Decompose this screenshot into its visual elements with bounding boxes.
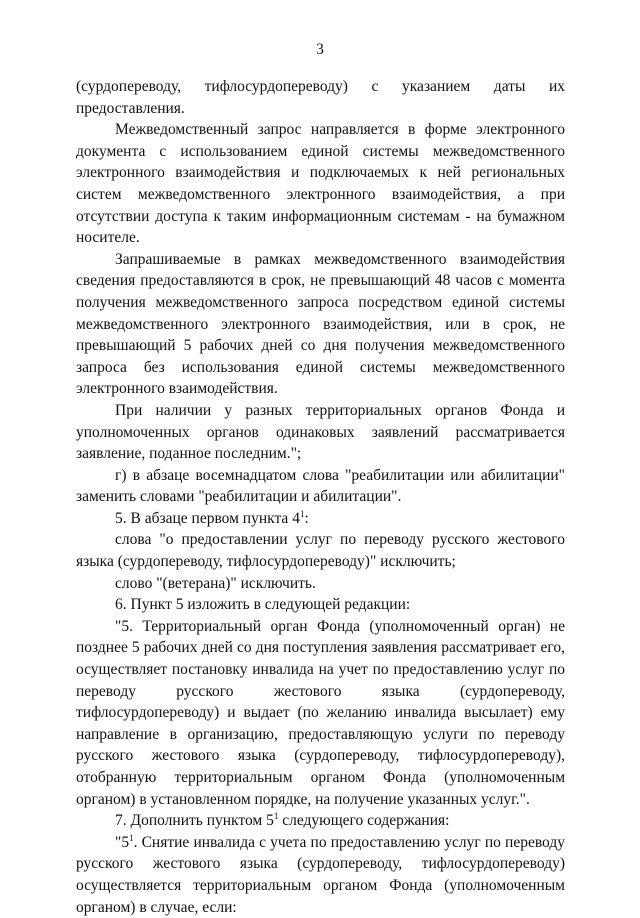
superscript: 1 (129, 832, 134, 843)
paragraph-continuation: (сурдопереводу, тифлосурдопереводу) с указанием даты их предоставления. (76, 78, 565, 117)
paragraph-subitem-g: г) в абзаце восемнадцатом слова "реабилитации или абилитации" заменить словами "реабилитации и абилитации". (76, 466, 565, 506)
paragraph-item-6: 6. Пункт 5 изложить в следующей редакции: (115, 596, 411, 614)
paragraph-item-5: 5. В абзаце первом пункта $4^1$: (115, 508, 309, 527)
document-body (76, 76, 565, 918)
paragraph-new-point-5-1: "$5^1$. Снятие инвалида с учета по предоставлению услуг по переводу русского жестового языка (сурдопереводу, тифлосурдопереводу) осуществляется территориальным органом Фонда (уполномоченным органом) в случае, если: (76, 832, 565, 916)
page-number: 3 (316, 41, 324, 58)
paragraph-interagency-request: Межведомственный запрос направляется в форме электронного документа с использованием единой системы межведомственного электронного взаимодействия и подключаемых к ней региональных систем межведомственного электронного взаимодействия, а при отсутствии доступа к таким информационным системам - на бумажном носителе. (76, 121, 565, 247)
paragraph-duplicate-applications: При наличии у разных территориальных органов Фонда и уполномоченных органов одинаковых заявлений рассматривается заявление, поданное последним."; (76, 401, 565, 463)
paragraph-requested-info-deadline: Запрашиваемые в рамках межведомственного взаимодействия сведения предоставляются в срок, не превышающий 48 часов с момента получения межведомственного запроса посредством единой системы межведомственного электронного взаимодействия, или в срок, не превышающий 5 рабочих дней со дня получения межведомственного запроса без использования единой системы межведомственного электронного взаимодействия. (76, 250, 565, 398)
superscript: 1 (299, 508, 305, 519)
paragraph-words-excluded: слова "о предоставлении услуг по переводу русского жестового языка (сурдопереводу, тифлосурдопереводу)" исключить; (76, 531, 565, 571)
superscript: 1 (273, 811, 279, 822)
paragraph-word-excluded: слово "(ветерана)" исключить. (115, 574, 316, 592)
paragraph-new-point-5: "5. Территориальный орган Фонда (уполномоченный орган) не позднее 5 рабочих дней со дня поступления заявления рассматривает его, осуществляет постановку инвалида на учет по предоставлению услуг по переводу русского жестового языка (сурдопереводу, тифлосурдопереводу) и выдает (по желанию инвалида высылает) ему направление в организацию, предоставляющую услуги по переводу русского жестового языка (сурдопереводу, тифлосурдопереводу), отобранную территориальным органом Фонда (уполномоченным органом) в установленном порядке, на получение указанных услуг.". (76, 617, 565, 808)
paragraph-item-7: 7. Дополнить пунктом $5^1$ следующего содержания: (115, 811, 450, 830)
